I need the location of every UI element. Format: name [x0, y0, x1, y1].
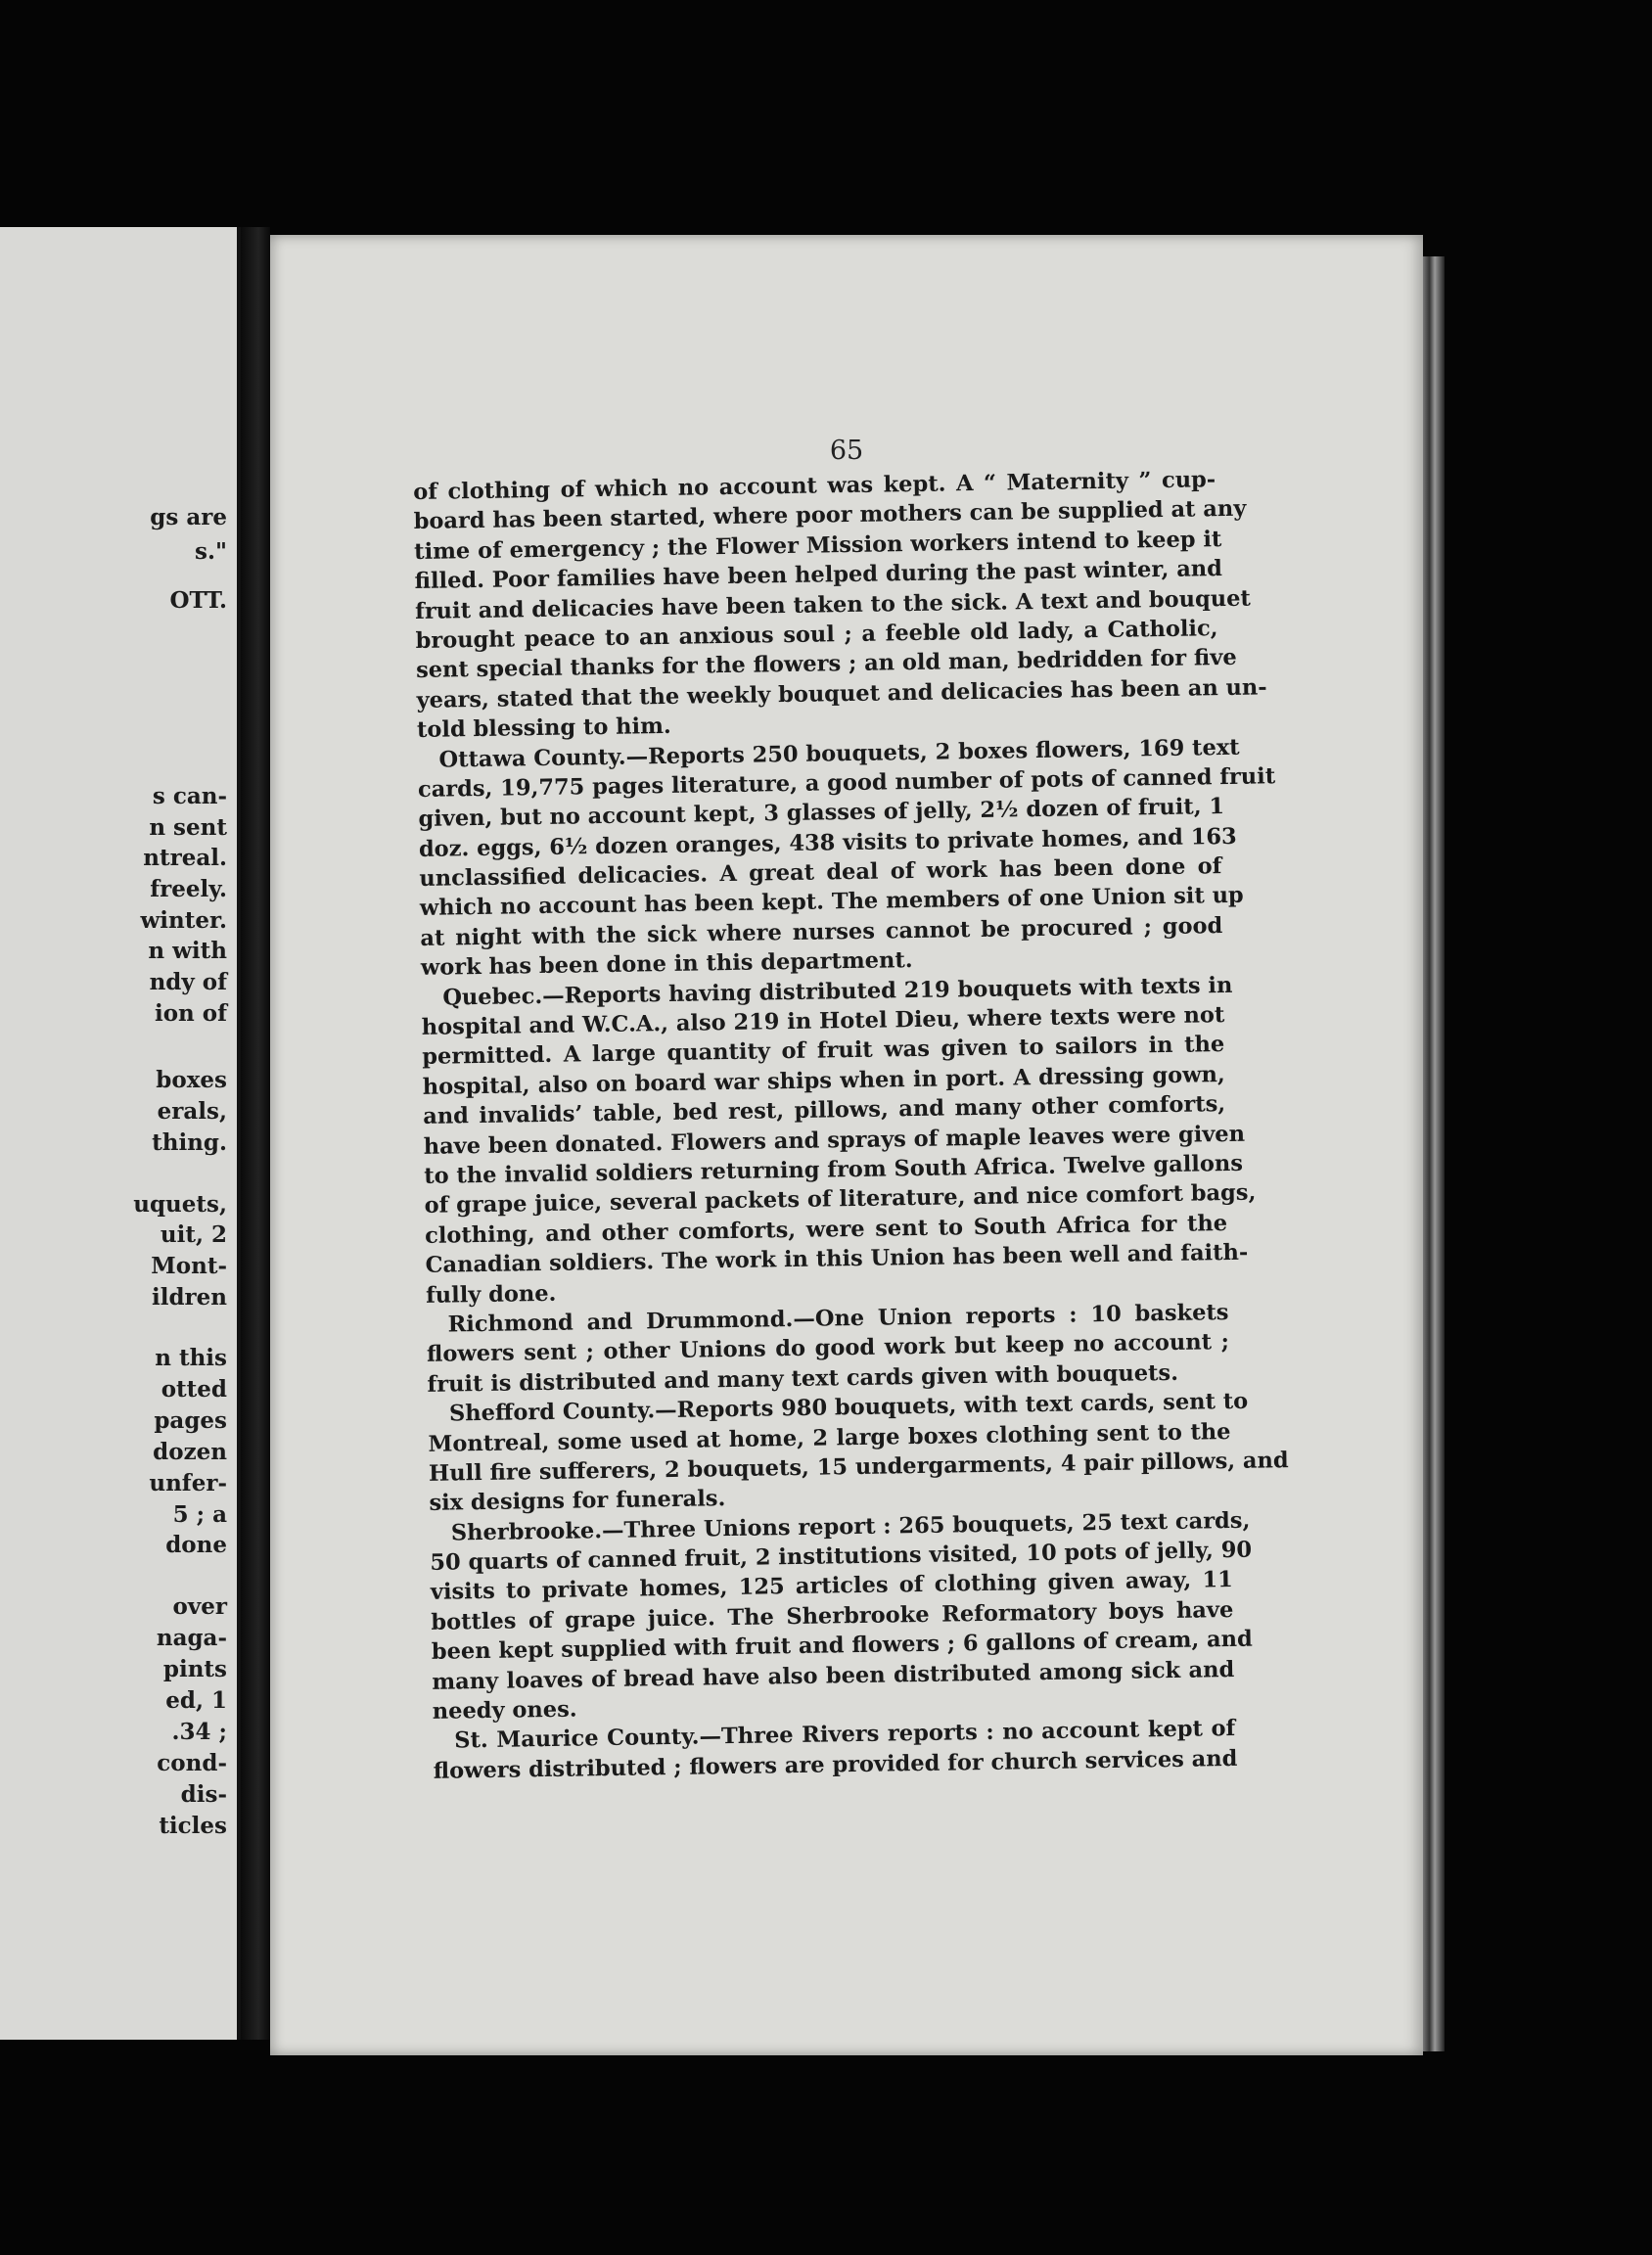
page-edge	[1423, 256, 1445, 2051]
left-page-line: pages	[154, 1407, 227, 1434]
text-line: board has been started, where poor mothers can be supplied at any	[413, 496, 1247, 535]
left-page-line: ndy of	[149, 969, 227, 995]
left-page-line: uquets,	[133, 1191, 227, 1218]
text-line: doz. eggs, 6½ dozen oranges, 438 visits to private homes, and 163	[418, 823, 1237, 862]
left-page-line: unfer-	[149, 1470, 227, 1496]
text-line: hospital, also on board war ships when in port. A dressing gown,	[422, 1061, 1225, 1100]
left-page-line: s can-	[152, 783, 227, 809]
left-page-line: ntreal.	[143, 845, 227, 871]
text-line: Canadian soldiers. The work in this Union has been well and faith-	[425, 1239, 1249, 1279]
left-page-line: done	[165, 1532, 227, 1558]
left-page	[0, 227, 241, 2040]
text-line: hospital and W.C.A., also 219 in Hotel Dieu, where texts were not	[421, 1002, 1225, 1040]
text-line: Richmond and Drummond.—One Union reports : 10 baskets	[447, 1299, 1229, 1338]
left-page-line: erals,	[157, 1098, 227, 1125]
page-number: 65	[829, 436, 864, 466]
text-line: time of emergency ; the Flower Mission workers intend to keep it	[413, 526, 1222, 565]
text-line: permitted. A large quantity of fruit was given to sailors in the	[422, 1032, 1225, 1071]
left-page-line: n with	[148, 938, 227, 964]
left-page-line: otted	[161, 1376, 227, 1403]
text-line: St. Maurice County.—Three Rivers reports : no account kept of	[454, 1716, 1236, 1754]
left-page-line: n sent	[149, 814, 227, 841]
text-line: filled. Poor families have been helped during the past winter, and	[414, 556, 1223, 595]
text-line: six designs for funerals.	[429, 1486, 726, 1517]
text-line: sent special thanks for the flowers ; an old man, bedridden for five	[415, 645, 1237, 684]
text-line: Hull fire sufferers, 2 bouquets, 15 undergarments, 4 pair pillows, and	[428, 1447, 1289, 1487]
text-line: bottles of grape juice. The Sherbrooke Reformatory boys have	[431, 1596, 1234, 1635]
text-line: told blessing to him.	[416, 713, 671, 744]
text-line: Shefford County.—Reports 980 bouquets, with text cards, sent to	[448, 1388, 1249, 1427]
left-page-line: ed, 1	[165, 1687, 227, 1714]
text-line: have been donated. Flowers and sprays of maple leaves were given	[423, 1121, 1246, 1160]
left-page-line: ticles	[159, 1813, 227, 1839]
left-page-line: OTT.	[169, 587, 227, 614]
text-line: unclassified delicacies. A great deal of work has been done of	[419, 853, 1222, 893]
text-line: fruit is distributed and many text cards given with bouquets.	[427, 1359, 1179, 1398]
left-page-line: ion of	[154, 1000, 227, 1027]
left-page-line: pints	[162, 1656, 227, 1682]
left-page-line: dozen	[153, 1439, 227, 1465]
text-line: of grape juice, several packets of literature, and nice comfort bags,	[424, 1179, 1257, 1220]
text-line: flowers distributed ; flowers are provided for church services and	[433, 1745, 1238, 1784]
text-line: work has been done in this department.	[420, 947, 913, 982]
left-page-line: cond-	[157, 1750, 227, 1776]
left-page-line: uit, 2	[160, 1221, 227, 1248]
text-line: Sherbrooke.—Three Unions report : 265 bouquets, 25 text cards,	[450, 1507, 1251, 1546]
left-page-line: ildren	[151, 1284, 227, 1311]
text-line: of clothing of which no account was kept. A “ Maternity ” cup-	[413, 467, 1216, 505]
text-line: Montreal, some used at home, 2 large boxes clothing sent to the	[428, 1418, 1231, 1457]
left-page-line: .34 ;	[171, 1719, 227, 1745]
text-line: given, but no account kept, 3 glasses of jelly, 2½ dozen of fruit, 1	[418, 794, 1225, 833]
text-line: years, stated that the weekly bouquet and delicacies has been an un-	[416, 674, 1267, 713]
left-page-line: 5 ; a	[172, 1501, 227, 1528]
right-page	[270, 235, 1423, 2055]
text-line: to the invalid soldiers returning from South Africa. Twelve gallons	[424, 1150, 1244, 1189]
text-line: 50 quarts of canned fruit, 2 institutions visited, 10 pots of jelly, 90	[430, 1537, 1253, 1576]
text-line: Ottawa County.—Reports 250 bouquets, 2 boxes flowers, 169 text	[438, 734, 1240, 773]
text-line: which no account has been kept. The members of one Union sit up	[419, 883, 1244, 922]
text-line: clothing, and other comforts, were sent to South Africa for the	[424, 1210, 1228, 1249]
left-page-line: n this	[155, 1345, 227, 1371]
left-page-line: Mont-	[151, 1253, 227, 1279]
left-page-line: s."	[195, 538, 227, 565]
text-line: flowers sent ; other Unions do good work but keep no account ;	[426, 1329, 1230, 1368]
text-line: visits to private homes, 125 articles of clothing given away, 11	[430, 1567, 1234, 1606]
text-line: at night with the sick where nurses cannot be procured ; good	[420, 912, 1223, 951]
text-line: been kept supplied with fruit and flowers ; 6 gallons of cream, and	[431, 1626, 1253, 1666]
text-line: and invalids’ table, bed rest, pillows, and many other comforts,	[423, 1091, 1226, 1130]
book-gutter	[241, 227, 270, 2040]
text-line: needy ones.	[432, 1696, 577, 1725]
left-page-line: thing.	[152, 1129, 227, 1156]
left-page-line: winter.	[140, 907, 227, 934]
left-page-line: dis-	[180, 1781, 227, 1808]
left-page-line: freely.	[150, 876, 227, 902]
left-page-line: boxes	[156, 1067, 227, 1093]
left-page-line: gs are	[150, 504, 227, 530]
text-line: cards, 19,775 pages literature, a good number of pots of canned fruit	[417, 763, 1276, 803]
text-line: many loaves of bread have also been distributed among sick and	[432, 1656, 1235, 1695]
text-line: Quebec.—Reports having distributed 219 bouquets with texts in	[442, 972, 1233, 1011]
left-page-line: naga-	[156, 1625, 227, 1651]
body-text	[413, 465, 1289, 1786]
left-page-line: over	[172, 1593, 227, 1620]
text-line: fruit and delicacies have been taken to the sick. A text and bouquet	[414, 585, 1252, 624]
text-line: fully done.	[425, 1280, 557, 1309]
text-line: brought peace to an anxious soul ; a feeble old lady, a Catholic,	[415, 616, 1218, 654]
